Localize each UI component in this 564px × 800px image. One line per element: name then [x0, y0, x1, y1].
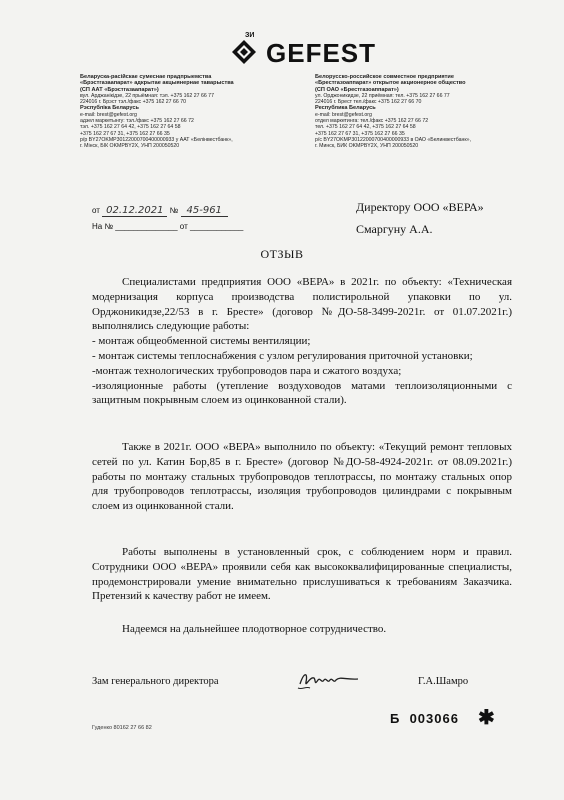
letterhead-right-line: e-mail: brest@gefest.org — [315, 111, 372, 118]
letterhead-right-line: 224016 г. Брест тел./факс +375 162 27 66 70 — [315, 99, 422, 106]
ref-na-blank: ______________ — [115, 222, 178, 231]
letterhead-left-line: адзел маркетынгу: тэл./факс +375 162 27 66 72 — [80, 118, 194, 125]
addressee-line2: Смаргуну А.А. — [356, 222, 433, 236]
serial-number: Б 003066 — [390, 711, 459, 726]
letterhead-left-line: (СП ААТ «Брэстгазаапарат») — [80, 86, 159, 93]
body-section-1 — [92, 275, 512, 408]
body-list-item: -изоляционные работы (утепление воздуховодов матами теплоизоляционными с защитным покрывным слоем из оцинкованной стали). — [92, 379, 512, 407]
letterhead-left-line: г. Мінск, БІК OKMPBY2X, УНП 200050520 — [80, 143, 180, 150]
body-paragraph-2 — [92, 440, 512, 514]
letterhead-left-line: Беларуска-расійскае сумеснае прадпрыемства — [80, 74, 212, 80]
handwritten-signature — [296, 668, 366, 694]
letterhead-left-line: 224016 г. Брэст тэл./факс +375 162 27 66 70 — [80, 99, 186, 106]
letterhead-right — [315, 74, 559, 150]
addressee-line1: Директору ООО «ВЕРА» — [356, 200, 484, 214]
gefest-logo — [232, 34, 382, 68]
body-list-item: - монтаж системы теплоснабжения с узлом регулирования приточной установки; — [92, 349, 473, 362]
letterhead-right-line: Белорусско-российское совместное предприятие — [315, 74, 454, 80]
letterhead-left-line: «Брэстгазаапарат» адкрытае акцыянернае таварыства — [80, 80, 234, 87]
executor-footer: Гуденко 80162 27 66 82 — [92, 725, 152, 731]
letterhead-right-line: г. Минск, БИК OKMPBY2X, УНП 200050520 — [315, 143, 419, 150]
body-paragraph-3-text: Работы выполнены в установленный срок, с соблюдением норм и правил. Сотрудники ООО «ВЕРА» проявили себя как высококвалифицированные специалисты, продемонстрировали умение внимательно прислушиваться к требованиям Заказчика. Претензий к качеству работ не имеем. — [92, 546, 512, 603]
document-title: ОТЗЫВ — [260, 247, 304, 261]
signature-name: Г.А.Шамро — [418, 676, 469, 687]
ref-number: 45-961 — [181, 205, 228, 217]
letterhead-right-line: отдел маркетинга: тел./факс +375 162 27 66 72 — [315, 118, 429, 125]
gefest-diamond-icon — [232, 40, 256, 64]
letterhead-right-line: +375 162 27 67 31, +375 162 27 66 35 — [315, 130, 405, 137]
body-paragraph-4-text: Надеемся на дальнейшее плодотворное сотрудничество. — [122, 623, 387, 635]
letterhead-left-line: вул. Арджанікідзе, 22 прыёмная: тэл. +375 162 27 66 77 — [80, 92, 214, 99]
body-list-item: -монтаж технологических трубопроводов пара и сжатого воздуха; — [92, 364, 402, 377]
letterhead-right-line: р/с BY27OKMP30122000700400000933 в ОАО «Белинвестбанк», — [315, 136, 471, 143]
ref-from-prefix: от — [92, 206, 100, 215]
signature-role: Зам генерального директора — [92, 676, 219, 687]
letterhead-right-line: Республика Беларусь — [315, 105, 376, 112]
letterhead-left — [80, 74, 324, 150]
letterhead-right-line: ул. Орджоникидзе, 22 приёмная: тел. +375 162 27 66 77 — [315, 92, 450, 99]
outgoing-ref — [92, 205, 228, 216]
ref-num-prefix: № — [169, 206, 179, 215]
body-paragraph-2-text: Также в 2021г. ООО «ВЕРА» выполнило по объекту: «Текущий ремонт тепловых сетей по ул. Катин Бор,85 в г. Бресте» (договор №ДО-58-4924-2021г. от 08.09.2021г.) работы по монтажу стальных трубопроводов теплотрассы, по монтажу стальных опор для трубопроводов теплотрассы, изоляция трубопроводов цилиндрами с покрывным слоем из оцинкованной стали. — [92, 441, 512, 513]
letterhead-left-line: +375 162 27 67 31, +375 162 27 66 35 — [80, 130, 170, 137]
ref-date: 02.12.2021 — [102, 205, 167, 217]
letterhead-right-line: «Брестгазоаппарат» открытое акционерное общество — [315, 80, 466, 87]
body-list-item: - монтаж общеобменной системы вентиляции; — [92, 335, 311, 348]
body-paragraph-1: Специалистами предприятия ООО «ВЕРА» в 2021г. по объекту: «Техническая модернизация корпуса производства полистирольной упаковки по ул. Орджоникидзе,22/53 в г. Бресте» (договор №ДО-58-3499-2021г. от 01.07.2021г.) выполнялись следующие работы: — [92, 276, 512, 333]
letterhead-right-line: тел. +375 162 27 64 42, +375 162 27 64 58 — [315, 124, 416, 131]
ref-ot-prefix: от — [179, 222, 188, 231]
letterhead-left-line: тэл. +375 162 27 64 42, +375 162 27 64 58 — [80, 124, 181, 131]
serial-star-mark: ✱ — [478, 707, 495, 729]
letterhead-left-line: Рэспубліка Беларусь — [80, 105, 139, 112]
incoming-ref — [92, 222, 243, 231]
letterhead-right-line: (СП ОАО «Брестгазоаппарат») — [315, 86, 399, 93]
logo-brand: GEFEST — [266, 38, 377, 68]
body-paragraph-3 — [92, 545, 512, 604]
letterhead-left-line: e-mail: brest@gefest.org — [80, 111, 137, 118]
ref-na-prefix: На № — [92, 222, 114, 231]
ref-ot-blank: ____________ — [189, 222, 244, 231]
letterhead-left-line: р/р BY27OKMP30122000700400000933 у ААТ «Белінвестбанк», — [80, 136, 233, 143]
body-paragraph-4 — [92, 622, 512, 637]
logo-superscript: ЗИ — [245, 32, 255, 39]
